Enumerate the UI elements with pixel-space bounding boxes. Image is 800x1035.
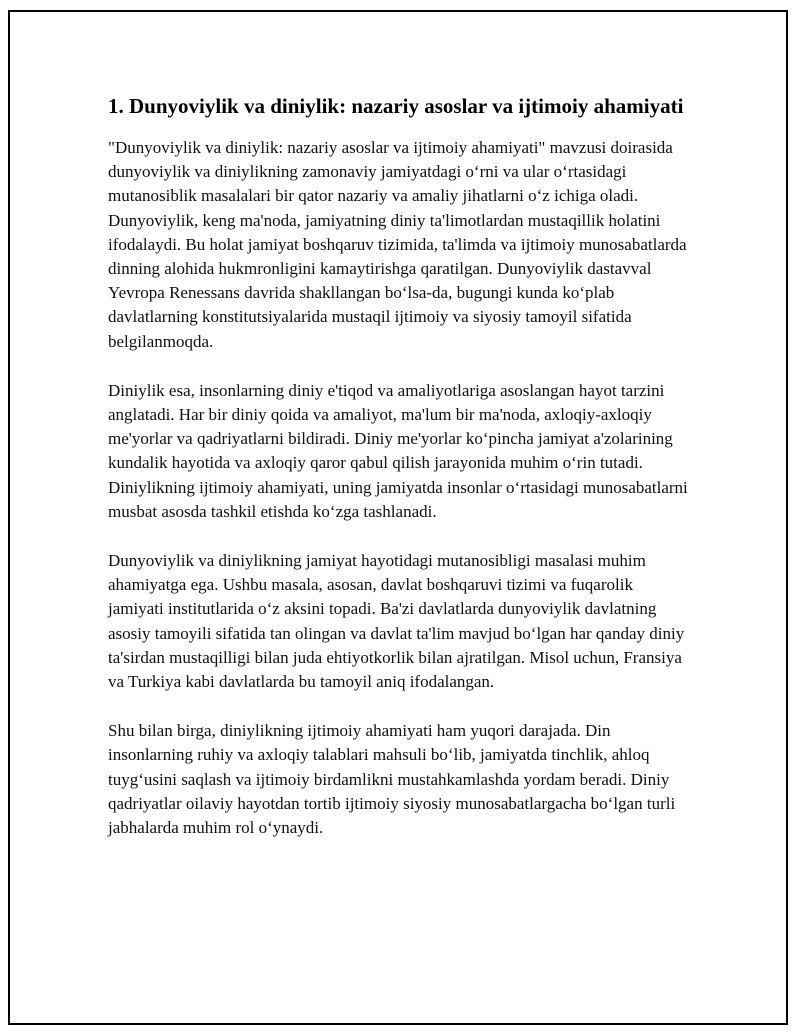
paragraph-2: Diniylik esa, insonlarning diniy e'tiqod va amaliyotlariga asoslangan hayot tarzini anglatadi. Har bir diniy qoida va amaliyot, ma'lum bir ma'noda, axloqiy-axloqiy me'yorlar va qadriyatlarni bildiradi. Diniy me'yorlar ko‘pincha jamiyat a'zolarining kundalik hayotida va axloqiy qaror qabul qilish jarayonida muhim o‘rin tutadi. Diniylikning ijtimoiy ahamiyati, uning jamiyatda insonlar o‘rtasidagi munosabatlarni musbat asosda tashkil etishda ko‘zga tashlanadi. <box>108 380 688 521</box>
document-body <box>108 92 690 865</box>
paragraph-1: "Dunyoviylik va diniylik: nazariy asoslar va ijtimoiy ahamiyati" mavzusi doirasida dunyoviylik va diniylikning zamonaviy jamiyatdagi o‘rni va ular o‘rtasidagi mutanosiblik masalalari bir qator nazariy va amaliy jihatlarni o‘z ichiga oladi. Dunyoviylik, keng ma'noda, jamiyatning diniy ta'limotlardan mustaqillik holatini ifodalaydi. Bu holat jamiyat boshqaruv tizimida, ta'limda va ijtimoiy munosabatlarda dinning alohida hukmronligini kamaytirishga qaratilgan. Dunyoviylik dastavval Yevropa Renessans davrida shakllangan bo‘lsa-da, bugungi kunda ko‘plab davlatlarning konstitutsiyalarida mustaqil ijtimoiy va siyosiy tamoyil sifatida belgilanmoqda. <box>108 138 687 351</box>
section-heading: 1. Dunyoviylik va diniylik: nazariy asoslar va ijtimoiy ahamiyati <box>108 94 684 118</box>
paragraph-4: Shu bilan birga, diniylikning ijtimoiy ahamiyati ham yuqori darajada. Din insonlarning ruhiy va axloqiy talablari mahsuli bo‘lib, jamiyatda tinchlik, ahloq tuyg‘usini saqlash va ijtimoiy birdamlikni mustahkamlashda yordam beradi. Diniy qadriyatlar oilaviy hayotdan tortib ijtimoiy siyosiy munosabatlargacha bo‘lgan turli jabhalarda muhim rol o‘ynaydi. <box>108 721 676 838</box>
paragraph-3: Dunyoviylik va diniylikning jamiyat hayotidagi mutanosibligi masalasi muhim ahamiyatga ega. Ushbu masala, asosan, davlat boshqaruvi tizimi va fuqarolik jamiyati institutlarida o‘z aksini topadi. Ba'zi davlatlarda dunyoviylik davlatning asosiy tamoyili sifatida tan olingan va davlat ta'lim mavjud bo‘lgan har qanday diniy ta'sirdan mustaqilligi bilan juda ehtiyotkorlik bilan ajratilgan. Misol uchun, Fransiya va Turkiya kabi davlatlarda bu tamoyil aniq ifodalangan. <box>108 551 685 692</box>
